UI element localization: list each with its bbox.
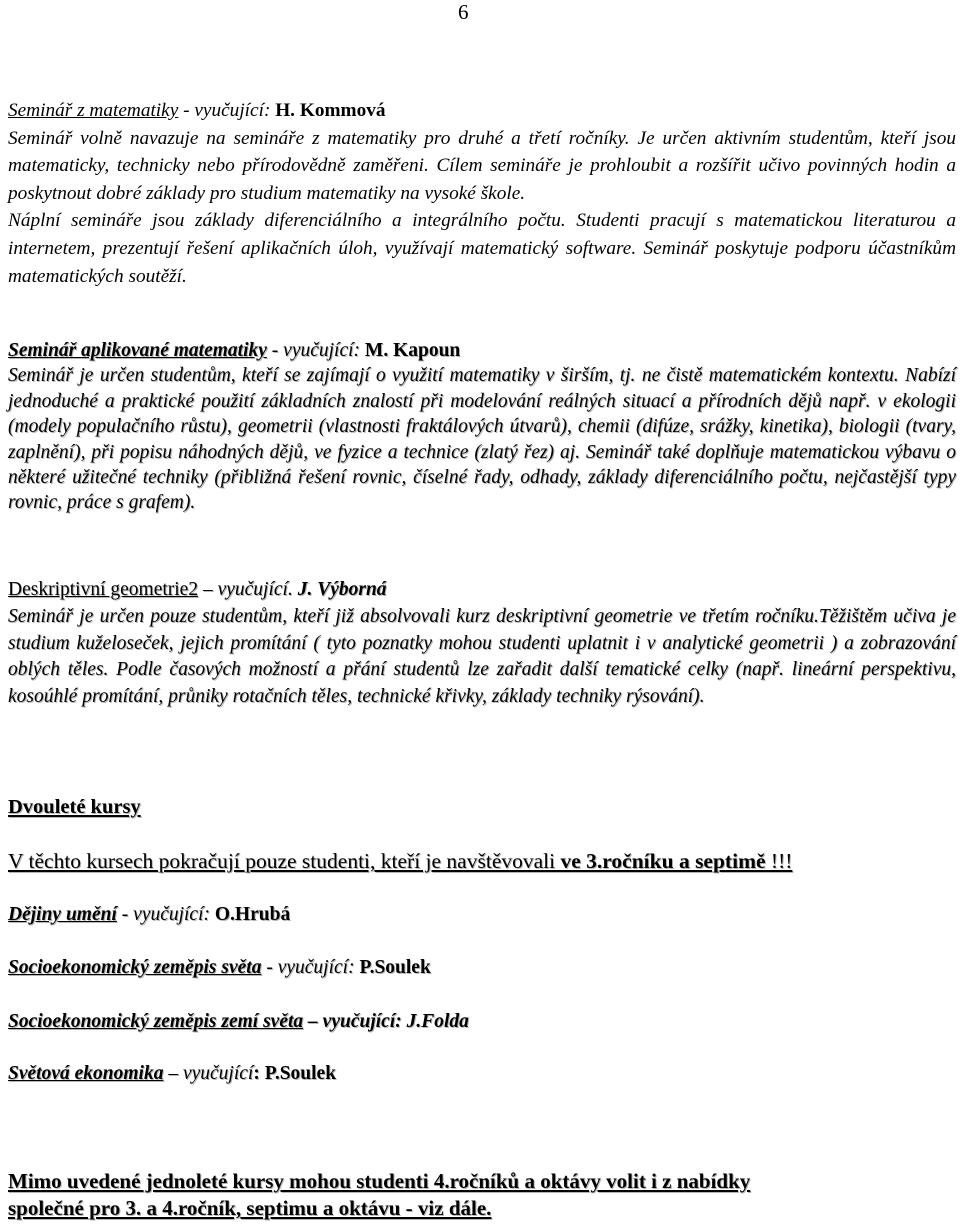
course-sep: – vyučující xyxy=(163,1063,254,1084)
seminar-aplikovane-heading xyxy=(8,338,956,363)
dvoulete-heading: Dvouleté kursy xyxy=(8,796,141,818)
seminar-matematika-content-rest: Studenti pracují s matematickou literaturou a internetem, prezentují řešení aplikačních úloh, využívají matematický software. Seminář poskytuje podporu účastníkům matematických soutěží. xyxy=(8,210,957,287)
deskriptivni-teacher-label: – vyučující. xyxy=(198,579,298,600)
course-sep: – vyučující: xyxy=(303,1011,407,1032)
course-teacher: O.Hrubá xyxy=(214,904,291,925)
course-title: Socioekonomický zeměpis světa xyxy=(8,957,262,978)
course-teacher: J.Folda xyxy=(406,1011,469,1032)
seminar-matematika-teacher-label: - vyučující: xyxy=(178,100,276,121)
seminar-aplikovane-teacher: M. Kapoun xyxy=(364,340,461,361)
seminar-matematika-content-italic: Náplní semináře jsou základy diferenciálního a integrálního počtu. xyxy=(8,210,566,232)
seminar-matematika-teacher: H. Kommová xyxy=(275,100,386,121)
seminar-aplikovane-section xyxy=(8,338,956,516)
course-sep: - vyučující: xyxy=(116,904,215,925)
course-title: Socioekonomický zeměpis zemí světa xyxy=(8,1011,304,1032)
deskriptivni-teacher: J. Výborná xyxy=(297,579,387,600)
closing-line-1: Mimo uvedené jednoleté kursy mohou studenti 4.ročníků a oktávy volit i z nabídky xyxy=(8,1169,751,1193)
course-sep: - vyučující: xyxy=(261,957,360,978)
course-item xyxy=(8,1063,956,1085)
dvoulete-note-text: V těchto kursech pokračují pouze studenti, kteří je navštěvovali xyxy=(8,849,561,873)
deskriptivni-section xyxy=(8,577,956,711)
closing-note xyxy=(8,1168,956,1222)
seminar-matematika-section xyxy=(8,97,956,290)
course-item xyxy=(8,904,956,926)
deskriptivni-description: Seminář je určen pouze studentům, kteří již absolvovali kurz deskriptivní geometrie ve třetím ročníku.Těžištěm učiva je studium kuželoseček, jejich promítání ( tyto poznatky mohou studenti uplatnit i v analytické geometrii ) a zobrazování oblých těles. Podle časových možností a přání studentů lze zařadit další tematické celky (např. lineární perspektivu, kosoúhlé promítání, průniky rotačních těles, technické křivky, základy techniky rýsování). xyxy=(8,605,956,708)
course-item xyxy=(8,957,956,979)
course-title: Světová ekonomika xyxy=(8,1063,164,1084)
dvoulete-note-bold: ve 3.ročníku a septimě xyxy=(560,849,766,873)
dvoulete-note xyxy=(8,849,956,874)
course-teacher: : P.Soulek xyxy=(253,1063,337,1084)
seminar-matematika-content xyxy=(8,207,956,290)
seminar-aplikovane-teacher-label: - vyučující: xyxy=(266,340,365,361)
seminar-aplikovane-title: Seminář aplikované matematiky xyxy=(8,340,267,361)
closing-line-2: společné pro 3. a 4.ročník, septimu a oktávu - viz dále. xyxy=(8,1196,492,1220)
seminar-matematika-title: Seminář z matematiky xyxy=(8,100,179,121)
seminar-matematika-heading xyxy=(8,97,956,125)
course-teacher: P.Soulek xyxy=(359,957,431,978)
course-title: Dějiny umění xyxy=(8,904,117,925)
dvoulete-note-end: !!! xyxy=(765,849,793,873)
deskriptivni-heading xyxy=(8,577,956,604)
seminar-matematika-description: Seminář volně navazuje na semináře z matematiky pro druhé a třetí ročníky. Je určen aktivním studentům, kteří jsou matematicky, technicky nebo přírodovědně zaměřeni. Cílem semináře je prohloubit a rozšířit učivo povinných hodin a poskytnout dobré základy pro studium matematiky na vysoké škole. xyxy=(8,127,956,204)
course-item xyxy=(8,1011,956,1033)
page-number: 6 xyxy=(458,0,469,24)
seminar-aplikovane-description: Seminář je určen studentům, kteří se zajímají o využití matematiky v širším, tj. ne čistě matematickém kontextu. Nabízí jednoduché a praktické použití základních znalostí při modelování reálných situací a přírodních dějů např. v ekologii (modely populačního růstu), geometrii (vlastnosti fraktálových útvarů), chemii (difúze, srážky, kinetika), biologii (tvary, zaplnění), při popisu náhodných dějů, ve fyzice a technice (zlatý řez) aj. Seminář také doplňuje matematickou výbavu o některé užitečné techniky (přibližná řešení rovnic, číselné řady, odhady, základy diferenciálního počtu, nejčastější typy rovnic, práce s grafem). xyxy=(8,365,956,514)
deskriptivni-title: Deskriptivní geometrie2 xyxy=(8,579,199,600)
